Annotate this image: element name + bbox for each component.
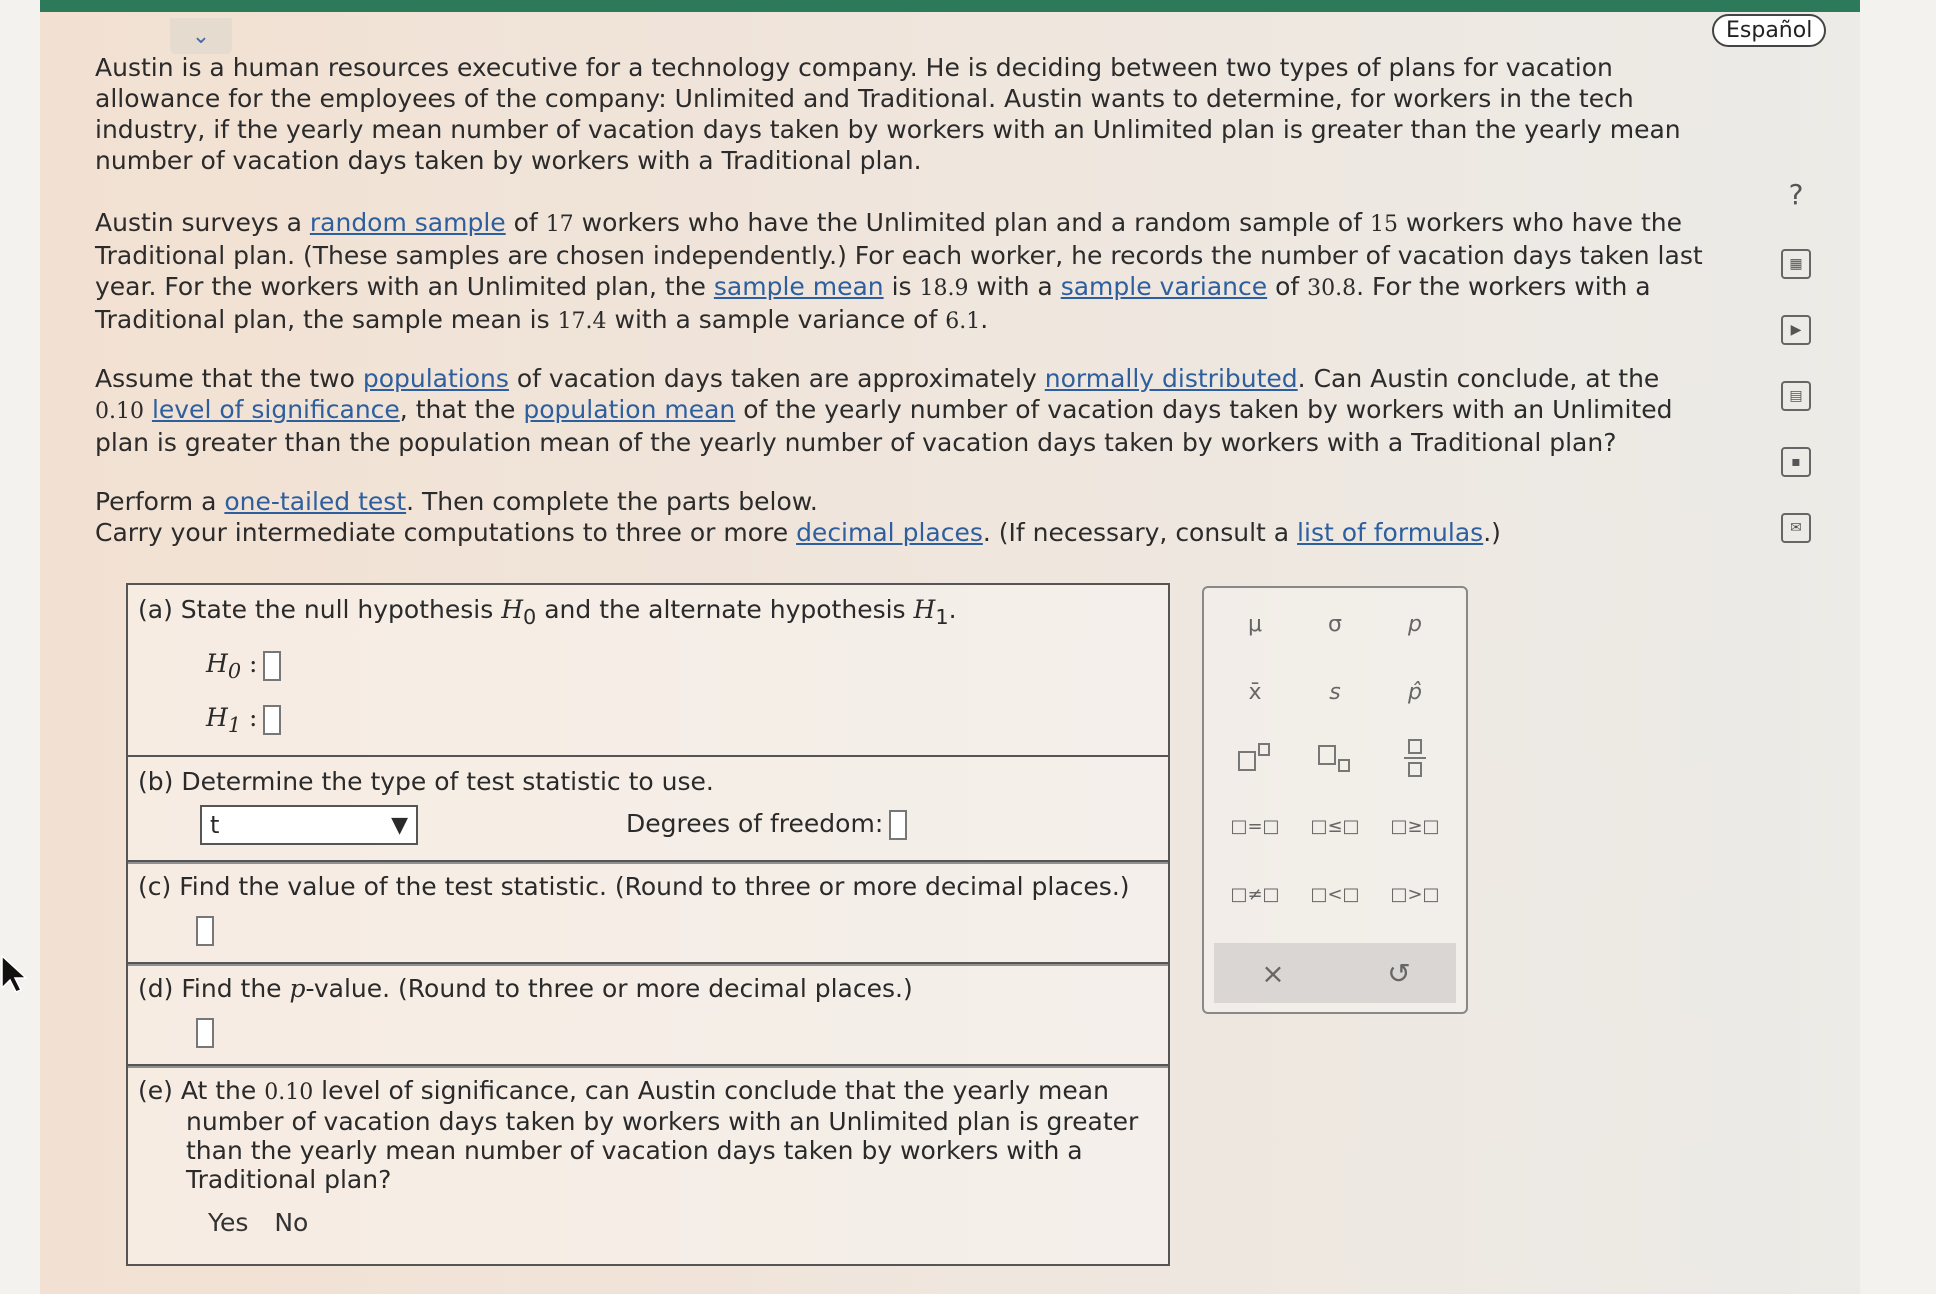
collapse-tab[interactable] <box>170 18 232 54</box>
part-c-box <box>126 860 1170 966</box>
populations-link[interactable]: populations <box>362 364 509 393</box>
worksheet-icon[interactable]: ▪ <box>1778 444 1814 480</box>
decimal-places-link[interactable]: decimal places <box>796 518 983 547</box>
h0-row: $H_0$ : <box>206 649 281 683</box>
textbook-icon[interactable]: ▤ <box>1778 378 1814 414</box>
mean1-value: 18.9 <box>919 276 969 301</box>
p-value-input[interactable] <box>196 1018 214 1048</box>
subscript-icon <box>1315 742 1355 774</box>
part-a-prompt: (a) State the null hypothesis $H_0$ and the alternate hypothesis $H_1$. <box>138 595 957 629</box>
part-d-prompt: (d) Find the p-value. (Round to three or more decimal places.) <box>138 974 913 1003</box>
subscript-button[interactable] <box>1300 736 1370 780</box>
xbar-button[interactable]: x̄ <box>1248 679 1262 705</box>
help-icon[interactable]: ? <box>1788 177 1804 211</box>
var2-value: 6.1 <box>945 309 981 334</box>
mu-button[interactable]: μ <box>1248 611 1262 637</box>
var1-value: 30.8 <box>1307 276 1357 301</box>
degrees-of-freedom: Degrees of freedom: <box>626 809 907 840</box>
one-tailed-test-link[interactable]: one-tailed test <box>224 487 407 516</box>
problem-paragraph-3: Assume that the two populations of vacation days taken are approximately normally distributed. Can Austin conclude, at the 0.10 level of significance, that the population mean of the yearly number of vacation days taken by workers with an Unlimited plan is greater than the population mean of the yearly number of vacation days taken by workers with a Traditional plan? <box>95 364 1673 457</box>
superscript-button[interactable] <box>1220 736 1290 780</box>
p-button[interactable]: p <box>1408 611 1422 637</box>
problem-paragraph-2: Austin surveys a random sample of 17 workers who have the Unlimited plan and a random sample of 15 workers who have the Traditional plan. (These samples are chosen independently.) For each worker, he records the number of vacation days taken last year. For the workers with an Unlimited plan, the sample mean is 18.9 with a sample variance of 30.8. For the workers with a Traditional plan, the sample mean is 17.4 with a sample variance of 6.1. <box>95 208 1703 334</box>
h1-row: $H_1$ : <box>206 703 281 737</box>
superscript-icon <box>1235 742 1275 774</box>
mouse-cursor-icon <box>0 954 30 994</box>
h0-input[interactable] <box>263 651 281 681</box>
part-e-prompt: (e) At the 0.10 level of significance, can Austin conclude that the yearly mean number of vacation days taken by workers with an Unlimited plan is greater than the yearly mean number of vacation days taken by workers with a Traditional plan? <box>138 1076 1139 1194</box>
n1-value: 17 <box>545 212 574 237</box>
sigma-button[interactable]: σ <box>1328 611 1342 637</box>
fraction-button[interactable] <box>1380 736 1450 780</box>
no-option[interactable]: No <box>274 1208 309 1237</box>
clear-icon[interactable]: × <box>1261 956 1285 990</box>
part-d-box <box>126 962 1170 1068</box>
level-of-significance-link[interactable]: level of significance <box>151 395 400 424</box>
top-color-bar <box>40 0 1860 12</box>
equals-button[interactable]: □=□ <box>1230 815 1280 837</box>
not-equal-button[interactable]: □≠□ <box>1230 883 1280 905</box>
fraction-icon <box>1400 738 1430 778</box>
undo-icon[interactable]: ↺ <box>1387 956 1411 990</box>
population-mean-link[interactable]: population mean <box>523 395 736 424</box>
part-e-box <box>126 1064 1170 1266</box>
part-c-prompt: (c) Find the value of the test statistic. (Round to three or more decimal places.) <box>138 872 1130 901</box>
chevron-down-icon: ⌄ <box>191 23 211 49</box>
greater-than-button[interactable]: □>□ <box>1390 883 1440 905</box>
part-a-box <box>126 583 1170 757</box>
dropdown-arrow-icon: ▼ <box>391 813 408 838</box>
s-button[interactable]: s <box>1329 679 1341 705</box>
test-statistic-input[interactable] <box>196 916 214 946</box>
greater-equal-button[interactable]: □≥□ <box>1390 815 1440 837</box>
palette-footer <box>1214 943 1456 1003</box>
less-equal-button[interactable]: □≤□ <box>1310 815 1360 837</box>
list-of-formulas-link[interactable]: list of formulas <box>1297 518 1484 547</box>
calculator-icon[interactable]: ▦ <box>1778 246 1814 282</box>
yes-no-options <box>208 1208 334 1237</box>
problem-paragraph-4: Perform a one-tailed test. Then complete the parts below. Carry your intermediate computations to three or more decimal places. (If necessary, consult a list of formulas.) <box>95 487 1501 547</box>
problem-paragraph-1: Austin is a human resources executive for a technology company. He is deciding between two types of plans for vacation allowance for the employees of the company: Unlimited and Traditional. Austin wants to determine, for workers in the tech industry, if the yearly mean number of vacation days taken by workers with an Unlimited plan is greater than the yearly mean number of vacation days taken by workers with a Traditional plan. <box>95 53 1681 175</box>
part-b-box <box>126 755 1170 864</box>
sample-variance-link[interactable]: sample variance <box>1060 272 1268 301</box>
phat-button[interactable]: p̂ <box>1408 679 1422 705</box>
yes-option[interactable]: Yes <box>208 1208 249 1237</box>
random-sample-link[interactable]: random sample <box>309 208 506 237</box>
mean2-value: 17.4 <box>557 309 607 334</box>
normally-distributed-link[interactable]: normally distributed <box>1044 364 1298 393</box>
n2-value: 15 <box>1369 212 1398 237</box>
sample-mean-link[interactable]: sample mean <box>713 272 884 301</box>
degrees-of-freedom-input[interactable] <box>889 810 907 840</box>
test-statistic-select[interactable]: t ▼ <box>200 805 418 845</box>
h1-input[interactable] <box>263 705 281 735</box>
video-icon[interactable]: ▶ <box>1778 312 1814 348</box>
less-than-button[interactable]: □<□ <box>1310 883 1360 905</box>
part-b-prompt: (b) Determine the type of test statistic to use. <box>138 767 714 796</box>
symbol-palette <box>1202 586 1468 1014</box>
espanol-button[interactable]: Español <box>1712 14 1826 47</box>
mail-icon[interactable]: ✉ <box>1778 510 1814 546</box>
alpha-value: 0.10 <box>95 399 144 424</box>
